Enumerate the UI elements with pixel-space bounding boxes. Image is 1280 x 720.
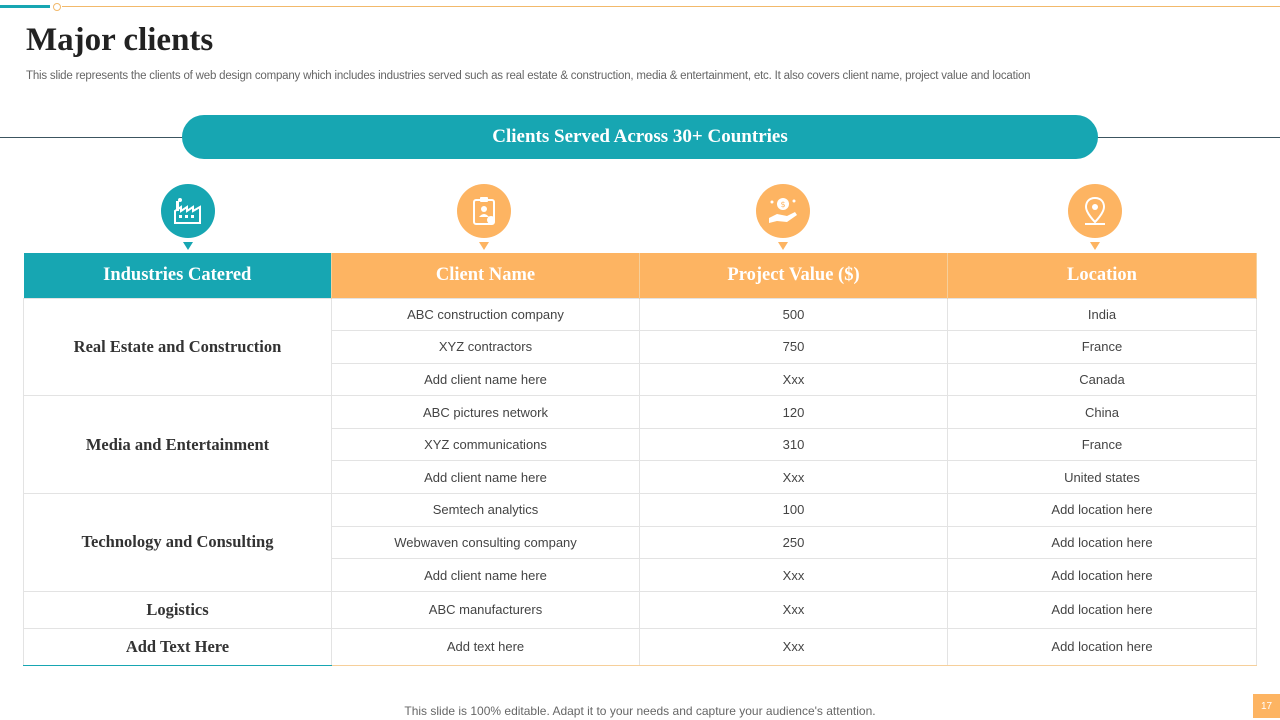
client-name-cell: XYZ contractors: [332, 331, 640, 364]
project-value-cell: Xxx: [640, 559, 948, 592]
client-name-cell: Add text here: [332, 628, 640, 665]
industry-cell: Real Estate and Construction: [24, 298, 332, 396]
project-value-cell: Xxx: [640, 461, 948, 494]
location-pin-icon: [1068, 184, 1122, 238]
client-icon-marker: [457, 184, 511, 250]
orange-pointer: [1090, 242, 1100, 250]
location-cell: China: [948, 396, 1257, 429]
table-row: [24, 396, 1257, 429]
client-name-cell: Add client name here: [332, 363, 640, 396]
banner: [182, 115, 1098, 159]
client-name-cell: ABC construction company: [332, 298, 640, 331]
project-value-cell: 500: [640, 298, 948, 331]
location-icon-marker: [1068, 184, 1122, 250]
industry-cell: Media and Entertainment: [24, 396, 332, 494]
header-project-value: Project Value ($): [640, 253, 948, 298]
header-location: Location: [948, 253, 1257, 298]
location-cell: Add location here: [948, 591, 1257, 628]
table-row: [24, 494, 1257, 527]
top-accent-line: [62, 6, 1280, 7]
footer-note: This slide is 100% editable. Adapt it to your needs and capture your audience's attention.: [404, 704, 876, 718]
header-client-name: Client Name: [332, 253, 640, 298]
page-subtitle: This slide represents the clients of web design company which includes industries served such as real estate & construction, media & entertainment, etc. It also covers client name, project value and location: [26, 70, 1031, 82]
project-value-cell: Xxx: [640, 591, 948, 628]
svg-text:$: $: [780, 200, 786, 209]
factory-icon: [161, 184, 215, 238]
client-name-cell: ABC manufacturers: [332, 591, 640, 628]
project-value-cell: 750: [640, 331, 948, 364]
industries-icon-marker: [161, 184, 215, 250]
location-cell: Add location here: [948, 494, 1257, 527]
orange-pointer: [479, 242, 489, 250]
client-name-cell: Semtech analytics: [332, 494, 640, 527]
table-row: [24, 628, 1257, 665]
project-value-cell: Xxx: [640, 628, 948, 665]
location-cell: United states: [948, 461, 1257, 494]
client-name-cell: Webwaven consulting company: [332, 526, 640, 559]
banner-text: Clients Served Across 30+ Countries: [492, 126, 788, 147]
location-cell: Add location here: [948, 559, 1257, 592]
top-accent-bar: [0, 5, 50, 8]
location-cell: Canada: [948, 363, 1257, 396]
location-cell: Add location here: [948, 526, 1257, 559]
location-cell: India: [948, 298, 1257, 331]
location-cell: Add location here: [948, 628, 1257, 665]
industry-cell: Logistics: [24, 591, 332, 628]
client-name-cell: ABC pictures network: [332, 396, 640, 429]
page-number-badge: 17: [1253, 694, 1280, 718]
top-accent-dot: [53, 3, 61, 11]
page-title: Major clients: [26, 22, 214, 58]
project-value-cell: 120: [640, 396, 948, 429]
industry-cell: Technology and Consulting: [24, 494, 332, 592]
client-name-cell: Add client name here: [332, 559, 640, 592]
industry-cell: Add Text Here: [24, 628, 332, 665]
table-header-row: [24, 253, 1257, 298]
clipboard-profile-icon: [457, 184, 511, 238]
header-industries: Industries Catered: [24, 253, 332, 298]
clients-table: [23, 253, 1257, 666]
hand-money-icon: [756, 184, 810, 238]
client-name-cell: XYZ communications: [332, 428, 640, 461]
client-name-cell: Add client name here: [332, 461, 640, 494]
project-value-cell: 250: [640, 526, 948, 559]
table-row: [24, 298, 1257, 331]
orange-pointer: [778, 242, 788, 250]
value-icon-marker: [756, 184, 810, 250]
teal-pointer: [183, 242, 193, 250]
location-cell: France: [948, 331, 1257, 364]
project-value-cell: 100: [640, 494, 948, 527]
table-row: [24, 591, 1257, 628]
location-cell: France: [948, 428, 1257, 461]
project-value-cell: 310: [640, 428, 948, 461]
project-value-cell: Xxx: [640, 363, 948, 396]
